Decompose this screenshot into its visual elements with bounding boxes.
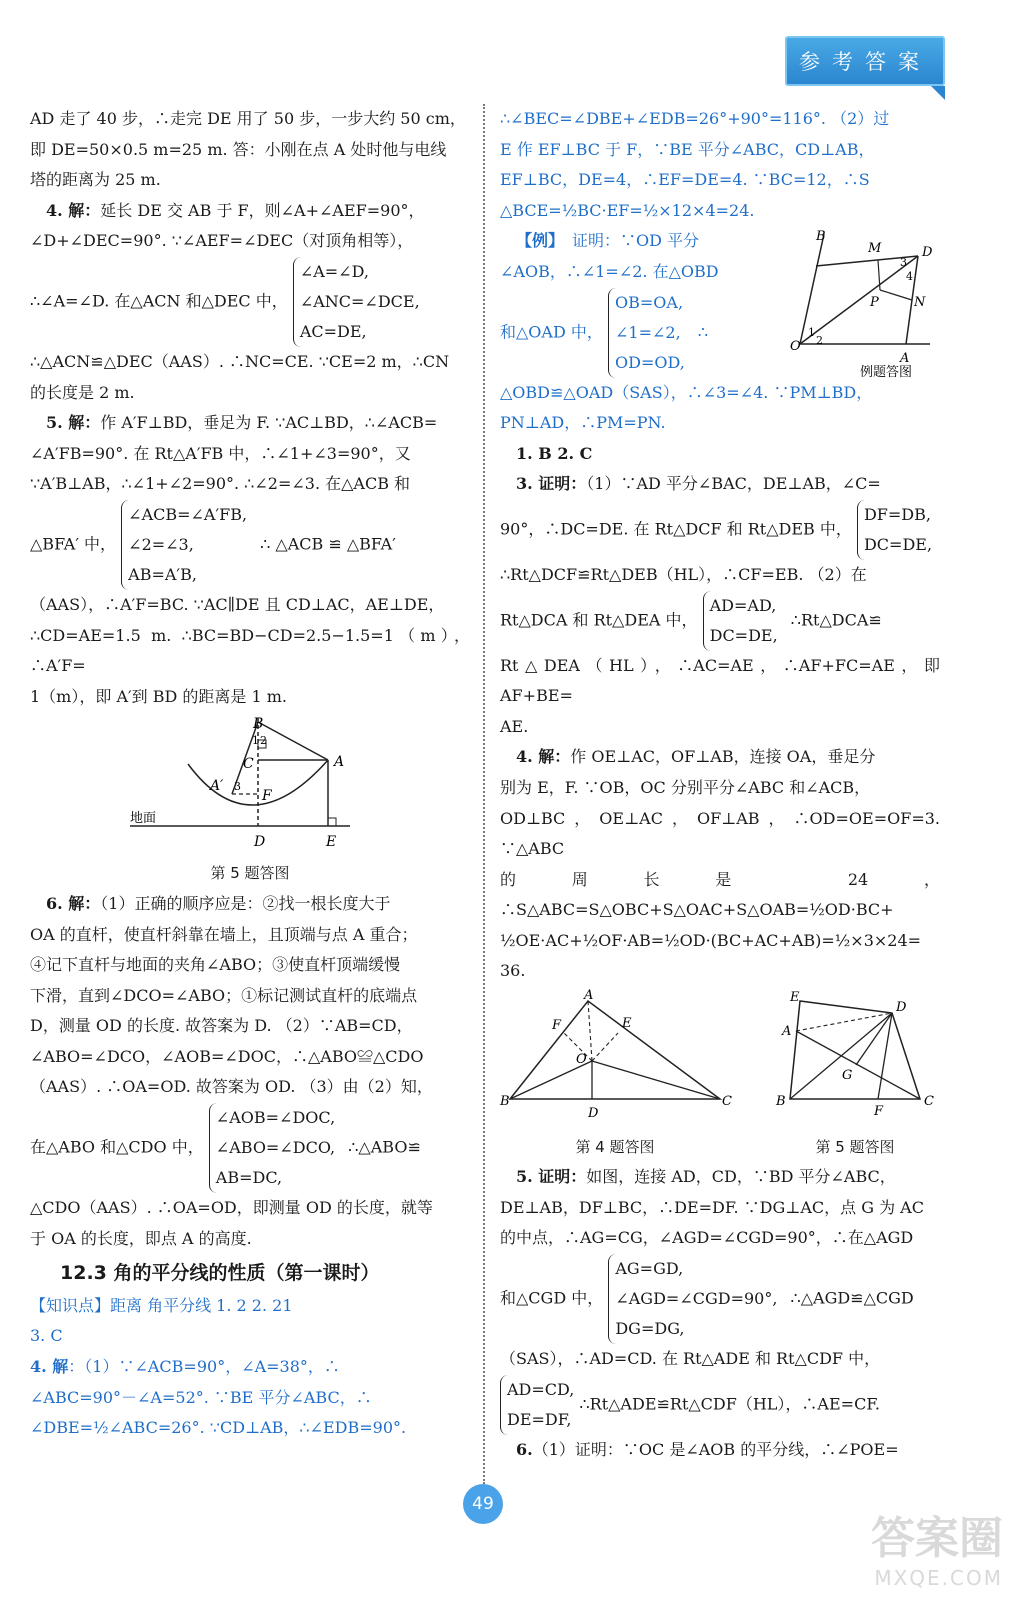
equation-system: ∠ACB=∠A′FB, ∠2=∠3, AB=A′B, bbox=[121, 500, 247, 590]
text-line: 别为 E，F. ∵OB，OC 分别平分∠ABC 和∠ACB， bbox=[500, 777, 871, 797]
text-line: 下滑，直到∠DCO=∠ABO；①标记测试直杆的底端点 bbox=[30, 985, 418, 1005]
label-angle-3: 3 bbox=[234, 780, 241, 794]
q6-paragraph: 6. 解：（1）正确的顺序应是：②找一根长度大于 bbox=[46, 893, 391, 913]
figure-q4-wrap bbox=[500, 988, 732, 1162]
text-line: ∠D+∠DEC=90°. ∵∠AEF=∠DEC（对顶角相等）， bbox=[30, 231, 414, 251]
text-line: △CDO（AAS）. ∴OA=OD，即测量 OD 的长度，就等 bbox=[30, 1198, 433, 1218]
label-E: E bbox=[622, 1016, 632, 1032]
label-ground: 地面 bbox=[130, 811, 157, 827]
equation-system: OB=OA, ∠1=∠2, OD=OD, bbox=[608, 288, 685, 378]
label-A: A bbox=[334, 754, 345, 771]
text-line: OD⊥BC，OE⊥AC，OF⊥AB，∴OD=OE=OF=3. ∵△ABC bbox=[500, 808, 940, 859]
text-line: （SAS），∴AD=CD. 在 Rt△ADE 和 Rt△CDF 中， bbox=[500, 1349, 881, 1369]
label-B: B bbox=[253, 716, 264, 733]
watermark-logo: 答案圈 bbox=[871, 1513, 1003, 1564]
header-tab: 参考答案 bbox=[785, 36, 945, 86]
text-line: ½OE·AC+½OF·AB=½OD·(BC+AC+AB)=½×3×24= bbox=[500, 930, 922, 950]
q6-label: 6. 解： bbox=[46, 893, 101, 913]
answer-line: 3. C bbox=[30, 1326, 63, 1346]
q5-system-line: △BFA′ 中， ∠ACB=∠A′FB, ∠2=∠3, AB=A′B, ∴ △ACB ≌ △BFA′ bbox=[30, 500, 470, 590]
text-line: EF⊥BC，DE=4，∴EF=DE=4. ∵BC=12，∴S bbox=[500, 170, 870, 190]
label-angle-1: 1 bbox=[808, 326, 815, 340]
text-line: 的周长是 24，∴S△ABC=S△OBC+S△OAC+S△OAB=½OD·BC+ bbox=[500, 869, 940, 920]
text-line: ∴CD=AE=1.5 m. ∴BC=BD−CD=2.5−1.5=1（m），∴A′F= bbox=[30, 625, 470, 676]
q5-system-line-2: AD=CD, DE=DF, ∴Rt△ADE≌Rt△CDF（HL），∴AE=CF. bbox=[500, 1375, 940, 1435]
knowledge-line: 【知识点】距离 角平分线 1. 2 2. 21 bbox=[30, 1295, 293, 1315]
text-line: 1（m），即 A′到 BD 的距离是 1 m. bbox=[30, 686, 287, 706]
text-line: ④记下直杆与地面的夹角∠ABO；③使直杆顶端缓慢 bbox=[30, 955, 401, 975]
label-G: G bbox=[842, 1068, 853, 1084]
label-C: C bbox=[924, 1094, 934, 1110]
label-E: E bbox=[790, 990, 800, 1006]
label-E: E bbox=[326, 834, 337, 851]
column-divider bbox=[483, 104, 485, 1484]
text-line: 塔的距离为 25 m. bbox=[30, 170, 161, 190]
label-O: O bbox=[790, 339, 801, 355]
figure-example bbox=[790, 226, 940, 381]
figure-q5 bbox=[130, 718, 370, 858]
figure-caption: 第 4 题答图 bbox=[575, 1137, 655, 1156]
label-angle-1: 1 bbox=[252, 734, 259, 748]
label-C: C bbox=[243, 756, 254, 773]
text-line: ∠ABC=90°－∠A=52°. ∵BE 平分∠ABC，∴ bbox=[30, 1387, 372, 1407]
text-line: DE⊥AB，DF⊥BC，∴DE=DF. ∵DG⊥AC，点 G 为 AC bbox=[500, 1197, 924, 1217]
label-angle-3: 3 bbox=[900, 256, 907, 270]
label-A: A bbox=[584, 988, 594, 1004]
label-angle-2: 2 bbox=[816, 334, 823, 348]
text-line: ∠ABO=∠DCO，∠AOB=∠DOC，∴△ABO≌△CDO bbox=[30, 1046, 424, 1066]
q5-system-line: 和△CGD 中， AG=GD, ∠AGD=∠CGD=90°, DG=DG, ∴△AGD≌△CGD bbox=[500, 1254, 940, 1344]
text-line: ∴∠BEC=∠DBE+∠EDB=26°+90°=116°. （2）过 bbox=[500, 109, 890, 128]
label-angle-2: 2 bbox=[260, 734, 267, 748]
answer-line: 1. B 2. C bbox=[516, 443, 593, 463]
figure-caption: 第 5 题答图 bbox=[815, 1137, 895, 1156]
q4-system-line: ∴∠A=∠D. 在△ACN 和△DEC 中， ∠A=∠D, ∠ANC=∠DCE, AC=DE, bbox=[30, 257, 470, 347]
q5-label: 5. 解： bbox=[46, 413, 101, 433]
equation-system: AD=CD, DE=DF, bbox=[500, 1375, 574, 1435]
label-P: P bbox=[870, 295, 879, 311]
label-D: D bbox=[922, 245, 933, 261]
label-D: D bbox=[588, 1106, 599, 1122]
text-line: Rt△DEA（HL），∴AC=AE，∴AF+FC=AE，即 AF+BE= bbox=[500, 655, 940, 706]
label-N: N bbox=[914, 295, 926, 311]
page-number: 49 bbox=[463, 1484, 503, 1524]
equation-system: AG=GD, ∠AGD=∠CGD=90°, DG=DG, bbox=[608, 1254, 777, 1344]
label-O: O bbox=[576, 1052, 587, 1068]
text-line: ∴△ACN≌△DEC（AAS）. ∴NC=CE. ∵CE=2 m，∴CN bbox=[30, 351, 450, 371]
q4-paragraph: 4. 解：作 OE⊥AC，OF⊥AB，连接 OA，垂足分 bbox=[516, 747, 876, 767]
q3-paragraph: 3. 证明：（1）∵AD 平分∠BAC，DE⊥AB，∠C= bbox=[516, 474, 881, 494]
text-line: （AAS）. ∴OA=OD. 故答案为 OD. （3）由（2）知， bbox=[30, 1077, 433, 1097]
text-line: 的中点，∴AG=CG，∠AGD=∠CGD=90°，∴在△AGD bbox=[500, 1228, 914, 1248]
text-line: AE. bbox=[500, 716, 529, 736]
label-D: D bbox=[254, 834, 266, 851]
figure-q5b bbox=[770, 991, 940, 1121]
example-system-line: 和△OAD 中， OB=OA, ∠1=∠2, OD=OD, ∴ bbox=[500, 288, 940, 378]
q6-paragraph: 6.（1）证明：∵OC 是∠AOB 的平分线，∴∠POE= bbox=[516, 1439, 899, 1459]
figure-caption: 例题答图 bbox=[860, 365, 913, 381]
q6-system-line: 在△ABO 和△CDO 中， ∠AOB=∠DOC, ∠ABO=∠DCO, AB=DC, ∴△ABO≌ bbox=[30, 1103, 470, 1193]
text-line: △BCE=½BC·EF=½×12×4=24. bbox=[500, 200, 755, 220]
q5-paragraph: 5. 证明：如图，连接 AD，CD，∵BD 平分∠ABC， bbox=[516, 1167, 896, 1187]
label-C: C bbox=[722, 1094, 732, 1110]
label-F: F bbox=[552, 1018, 562, 1034]
text-line: 于 OA 的长度，即点 A 的高度. bbox=[30, 1228, 252, 1248]
text-line: ∵A′B⊥AB，∴∠1+∠2=90°. ∴∠2=∠3. 在△ACB 和 bbox=[30, 474, 411, 494]
equation-system: ∠A=∠D, ∠ANC=∠DCE, AC=DE, bbox=[293, 257, 420, 347]
label-A: A bbox=[900, 351, 910, 367]
example-line: 【例】 证明：∵OD 平分 bbox=[516, 231, 700, 251]
label-M: M bbox=[868, 241, 882, 257]
text-line: ∠AOB，∴∠1=∠2. 在△OBD bbox=[500, 261, 719, 281]
text-line: △OBD≌△OAD（SAS），∴∠3=∠4. ∵PM⊥BD， bbox=[500, 382, 873, 402]
watermark-url: MXQE.COM bbox=[874, 1566, 1003, 1590]
q3-system-line-2: Rt△DCA 和 Rt△DEA 中， AD=AD, DC=DE, ∴Rt△DCA≌ bbox=[500, 591, 940, 651]
section-title: 12.3 角的平分线的性质（第一课时） bbox=[60, 1262, 380, 1285]
q4-line: 4. 解：（1）∵∠ACB=90°，∠A=38°，∴ bbox=[30, 1357, 340, 1377]
label-A-prime: A′ bbox=[210, 778, 224, 795]
label-F: F bbox=[262, 788, 272, 805]
text-line: D，测量 OD 的长度. 故答案为 D. （2）∵AB=CD， bbox=[30, 1016, 413, 1036]
left-column bbox=[30, 104, 470, 1444]
text-line: （AAS），∴A′F=BC. ∵AC∥DE 且 CD⊥AC，AE⊥DE， bbox=[30, 594, 445, 614]
text-line: 36. bbox=[500, 961, 526, 981]
label-B: B bbox=[816, 229, 826, 245]
text-line: ∴Rt△DCF≌Rt△DEB（HL），∴CF=EB. （2）在 bbox=[500, 564, 867, 584]
label-D: D bbox=[896, 1000, 907, 1016]
label-A: A bbox=[782, 1024, 792, 1040]
label-B: B bbox=[776, 1094, 786, 1110]
text-line: 的长度是 2 m. bbox=[30, 382, 135, 402]
text-line: OA 的直杆，使直杆斜靠在墙上，且顶端与点 A 重合； bbox=[30, 924, 418, 944]
figure-row bbox=[500, 988, 940, 1162]
figure-q4 bbox=[500, 988, 732, 1122]
equation-system: ∠AOB=∠DOC, ∠ABO=∠DCO, AB=DC, bbox=[209, 1103, 335, 1193]
q4-paragraph: 4. 解：延长 DE 交 AB 于 F，则∠A+∠AEF=90°， bbox=[46, 200, 425, 220]
label-F: F bbox=[874, 1104, 884, 1120]
text-line: E 作 EF⊥BC 于 F，∵BE 平分∠ABC，CD⊥AB， bbox=[500, 139, 875, 159]
text-line: PN⊥AD，∴PM=PN. bbox=[500, 413, 666, 433]
q4-label: 4. 解： bbox=[46, 200, 101, 220]
text-line: ∠DBE=½∠ABC=26°. ∵CD⊥AB，∴∠EDB=90°. bbox=[30, 1418, 407, 1438]
text-line: 即 DE=50×0.5 m=25 m. 答：小刚在点 A 处时他与电线 bbox=[30, 139, 447, 159]
figure-caption: 第 5 题答图 bbox=[210, 864, 290, 883]
q3-system-line: 90°，∴DC=DE. 在 Rt△DCF 和 Rt△DEB 中， DF=DB, DC=DE, bbox=[500, 500, 940, 560]
equation-system: AD=AD, DC=DE, bbox=[703, 591, 778, 651]
right-column bbox=[500, 104, 940, 1465]
q5-paragraph: 5. 解：作 A′F⊥BD，垂足为 F. ∵AC⊥BD，∴∠ACB= bbox=[46, 413, 438, 433]
figure-q5b-wrap bbox=[770, 991, 940, 1162]
example-block bbox=[500, 226, 940, 438]
text-line: ∠A′FB=90°. 在 Rt△A′FB 中，∴∠1+∠3=90°，又 bbox=[30, 443, 411, 463]
equation-system: DF=DB, DC=DE, bbox=[857, 500, 932, 560]
text-line: AD 走了 40 步，∴走完 DE 用了 50 步，一步大约 50 cm， bbox=[30, 109, 466, 128]
watermark bbox=[871, 1502, 1003, 1590]
label-B: B bbox=[500, 1094, 510, 1110]
label-angle-4: 4 bbox=[906, 270, 913, 284]
